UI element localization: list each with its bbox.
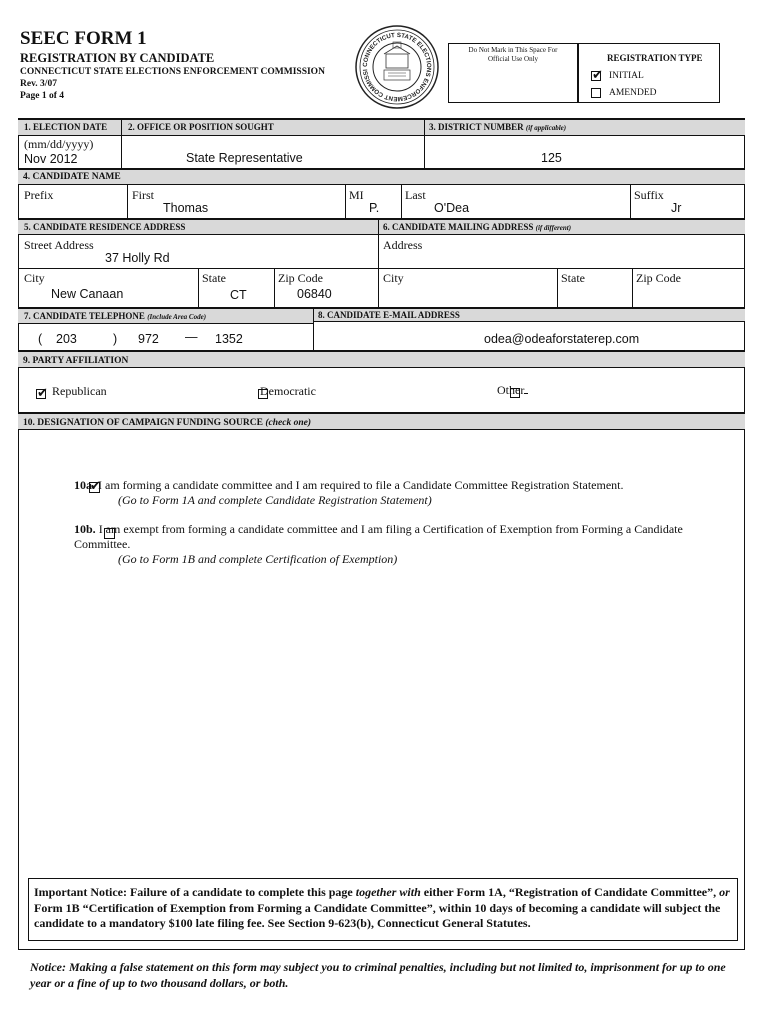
street-field[interactable]: 37 Holly Rd [105, 251, 170, 265]
section-1-label: 1. ELECTION DATE [24, 122, 108, 132]
last-name-field[interactable]: O'Dea [434, 201, 470, 215]
mailing-zip-label: Zip Code [636, 271, 681, 285]
option-10a-statement: I am forming a candidate committee and I am required to file a Candidate Committee Registration Statement. [98, 478, 624, 492]
republican-label: Republican [52, 384, 107, 398]
option-10b-text [74, 522, 724, 552]
section-3-label [429, 122, 566, 132]
section-3-note: (if applicable) [525, 124, 567, 132]
section-10-title: 10. DESIGNATION OF CAMPAIGN FUNDING SOURCE [23, 418, 263, 428]
phone-close-paren: ) [113, 332, 118, 346]
agency-name: CONNECTICUT STATE ELECTIONS ENFORCEMENT COMMISSION [20, 67, 325, 77]
section-6-note: (if different) [535, 224, 572, 232]
office-field[interactable]: State Representative [186, 151, 303, 165]
section-8-label: 8. CANDIDATE E-MAIL ADDRESS [318, 310, 460, 320]
zip-field[interactable]: 06840 [297, 287, 332, 301]
section-9-header: 9. PARTY AFFILIATION [18, 350, 745, 368]
email-field[interactable]: odea@odeaforstaterep.com [484, 332, 640, 346]
section-7-title: 7. CANDIDATE TELEPHONE [24, 311, 145, 321]
page-number: Page 1 of 4 [20, 91, 65, 101]
form-title: SEEC FORM 1 [20, 28, 147, 49]
state-label: State [202, 271, 226, 285]
registration-type-box [578, 43, 720, 103]
state-field[interactable]: CT [230, 288, 247, 302]
initial-label: INITIAL [609, 71, 644, 81]
important-notice-box [28, 878, 738, 941]
mailing-state-label: State [561, 271, 585, 285]
seal-icon [354, 24, 440, 110]
section-10-header [18, 412, 745, 430]
phone-exchange-field[interactable]: 972 [138, 332, 159, 346]
important-p5: Form 1B “Certification of Exemption from Forming a Candidate Committee”, within 10 days of becoming a candidate will subject the candidate to a mandatory $100 late filing fee. See Section 9-623(b), Connecticut General Statutes. [34, 900, 721, 930]
section-6-title: 6. CANDIDATE MAILING ADDRESS [383, 222, 534, 232]
form-subtitle: REGISTRATION BY CANDIDATE [20, 51, 215, 65]
phone-open-paren: ( [38, 332, 43, 346]
phone-area-field[interactable]: 203 [56, 332, 77, 346]
section-5-label: 5. CANDIDATE RESIDENCE ADDRESS [24, 222, 186, 232]
section-6-label [383, 222, 571, 232]
election-date-field[interactable]: Nov 2012 [24, 152, 78, 166]
option-10a-sub: (Go to Form 1A and complete Candidate Registration Statement) [118, 493, 432, 507]
phone-line-field[interactable]: 1352 [215, 332, 243, 346]
phone-dash: — [185, 330, 198, 344]
important-p2: together with [355, 885, 421, 899]
mailing-address-label: Address [383, 238, 423, 252]
district-field[interactable]: 125 [541, 151, 562, 165]
mi-field[interactable]: P. [369, 201, 380, 215]
revision: Rev. 3/07 [20, 79, 57, 89]
section-10-note: (check one) [265, 418, 311, 428]
amended-checkbox[interactable] [591, 88, 601, 98]
important-p3: either Form 1A, “Registration of Candidate Committee”, [420, 885, 720, 899]
republican-checkbox[interactable] [36, 389, 46, 399]
option-10b-sub: (Go to Form 1B and complete Certification of Exemption) [118, 552, 398, 566]
prefix-label: Prefix [24, 188, 54, 202]
official-use-box [448, 43, 578, 103]
important-p1: Important Notice: Failure of a candidate to complete this page [34, 885, 356, 899]
first-name-label: First [132, 188, 155, 202]
first-name-field[interactable]: Thomas [163, 201, 209, 215]
section-3-title: 3. DISTRICT NUMBER [429, 122, 524, 132]
city-field[interactable]: New Canaan [51, 287, 124, 301]
zip-label: Zip Code [278, 271, 323, 285]
other-label-text: Other [497, 383, 525, 397]
other-label [497, 383, 528, 398]
last-name-label: Last [405, 188, 426, 202]
section-2-label: 2. OFFICE OR POSITION SOUGHT [128, 122, 274, 132]
registration-type-title: REGISTRATION TYPE [607, 53, 703, 63]
section-7-label [24, 311, 206, 321]
option-10a-text [74, 478, 714, 493]
state-seal [354, 24, 440, 110]
suffix-field[interactable]: Jr [671, 201, 682, 215]
option-10a-number: 10a. [74, 478, 95, 492]
section-7-note: (Include Area Code) [147, 313, 207, 321]
mailing-city-label: City [383, 271, 404, 285]
footer-notice: Notice: Making a false statement on this form may subject you to criminal penalties, including but not limited to, imprisonment for up to one year or a fine of up to two thousand dollars, or both. [30, 960, 726, 990]
svg-text:CONNECTICUT STATE ELECTIONS EN: CONNECTICUT STATE ELECTIONS ENFORCEMENT COMMISSI [361, 31, 433, 103]
official-use-text: Do Not Mark in This Space For Official Use Only [468, 46, 558, 63]
important-p4: or [719, 885, 730, 899]
option-10b-statement: I am exempt from forming a candidate committee and I am filing a Certification of Exemption from Forming a Candidate Committee. [74, 522, 683, 551]
mi-label: MI [349, 188, 364, 202]
democratic-label: Democratic [260, 384, 316, 398]
city-label: City [24, 271, 45, 285]
option-10b-number: 10b. [74, 522, 96, 536]
suffix-label: Suffix [634, 188, 664, 202]
street-label: Street Address [24, 238, 94, 252]
amended-label: AMENDED [609, 88, 657, 98]
initial-checkbox[interactable] [591, 71, 601, 81]
election-date-format: (mm/dd/yyyy) [24, 137, 94, 151]
section-4-header: 4. CANDIDATE NAME [18, 168, 745, 185]
